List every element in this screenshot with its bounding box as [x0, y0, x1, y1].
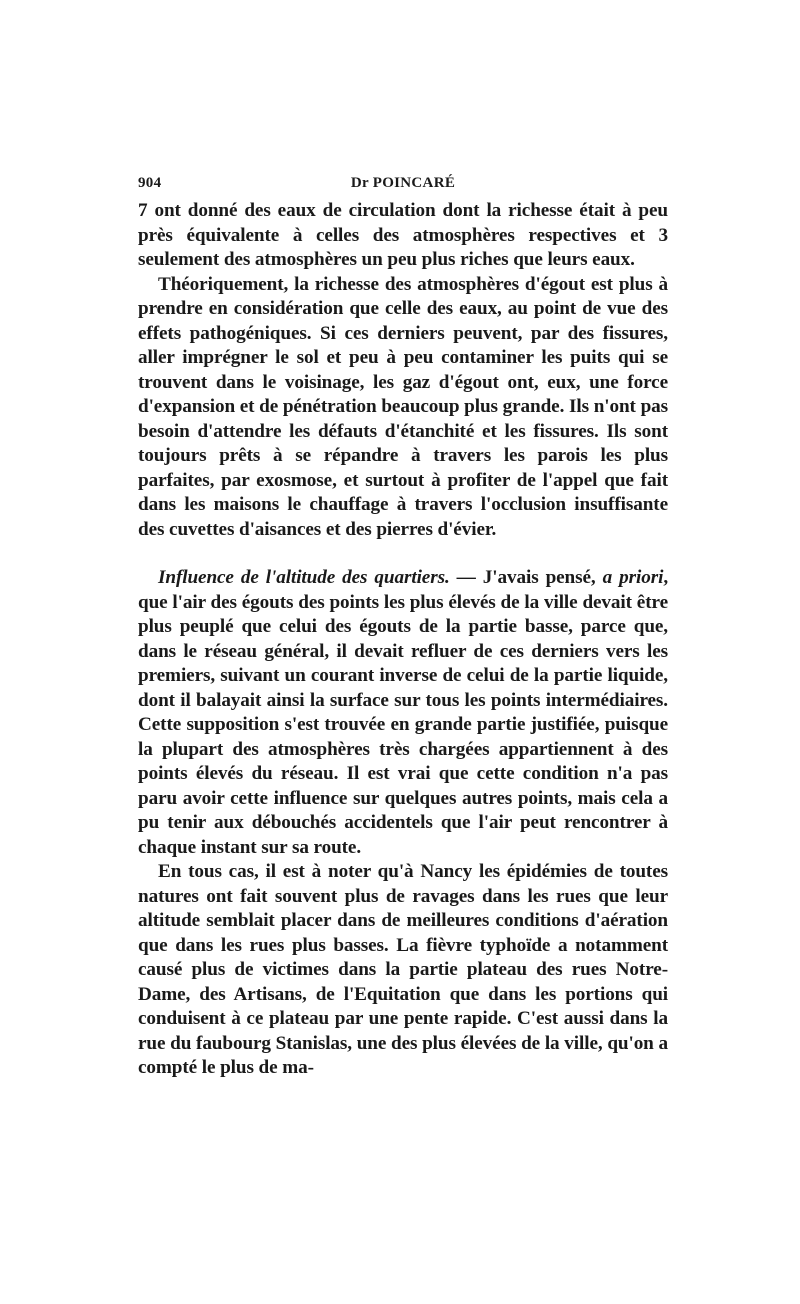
running-title: Dr POINCARÉ: [350, 175, 456, 191]
section-title: Influence de l'altitude des quartiers.: [158, 567, 450, 588]
section-body: , que l'air des égouts des points les plus élevés de la ville devait être plus peuplé que celui des égouts de la partie basse, parce que, dans le réseau général, il devait refluer de ces derniers vers les premiers, suivant un courant inverse de celui de la partie liquide, dont il balayait ainsi la surface sur tous les points intermédiaires. Cette supposition s'est trouvée en grande partie justifiée, puisque la plupart des atmosphères très chargées appartiennent à des points élevés du réseau. Il est vrai que cette condition n'a pas paru avoir cette influence sur quelques autres points, mais cela a pu tenir aux débouchés accidentels que l'air peut rencontrer à chaque instant sur sa route.: [138, 567, 669, 858]
paragraph-theoretical: Théoriquement, la richesse des atmosphères d'égout est plus à prendre en considération que celle des eaux, au point de vue des effets pathogéniques. Si ces derniers peuvent, par des fissures, aller imprégner le sol et peu à peu contaminer les puits qui se trouvent dans le voisinage, les gaz d'égout ont, eux, une force d'expansion et de pénétration beaucoup plus grande. Ils n'ont pas besoin d'attendre les défauts d'étanchité et les fissures. Ils sont toujours prêts à se répandre à travers les parois les plus parfaites, par exosmose, et surtout à profiter de l'appel que fait dans les maisons le chauffage à travers l'occlusion insuffisante des cuvettes d'aisances et des pierres d'évier.: [138, 273, 668, 540]
body-text: [138, 199, 668, 1081]
section-dash: — J'avais pensé,: [449, 567, 603, 588]
page: [138, 175, 668, 1081]
a-priori-phrase: a priori: [602, 567, 664, 588]
paragraph-continuation: 7 ont donné des eaux de circulation dont la richesse était à peu près équivalente à celles des atmosphères respectives et 3 seulement des atmosphères un peu plus riches que leurs eaux.: [138, 200, 668, 270]
running-head: [138, 175, 668, 199]
page-number: 904: [138, 175, 162, 191]
paragraph-altitude-section: [138, 566, 668, 860]
paragraph-nancy: En tous cas, il est à noter qu'à Nancy les épidémies de toutes natures ont fait souvent plus de ravages dans les rues que leur altitude semblait placer dans de meilleures conditions d'aération que dans les rues plus basses. La fièvre typhoïde a notamment causé plus de victimes dans la partie plateau des rues Notre-Dame, des Artisans, de l'Equitation que dans les portions qui conduisent à ce plateau par une pente rapide. C'est aussi dans la rue du faubourg Stanislas, une des plus élevées de la ville, qu'on a compté le plus de ma-: [138, 861, 668, 1078]
